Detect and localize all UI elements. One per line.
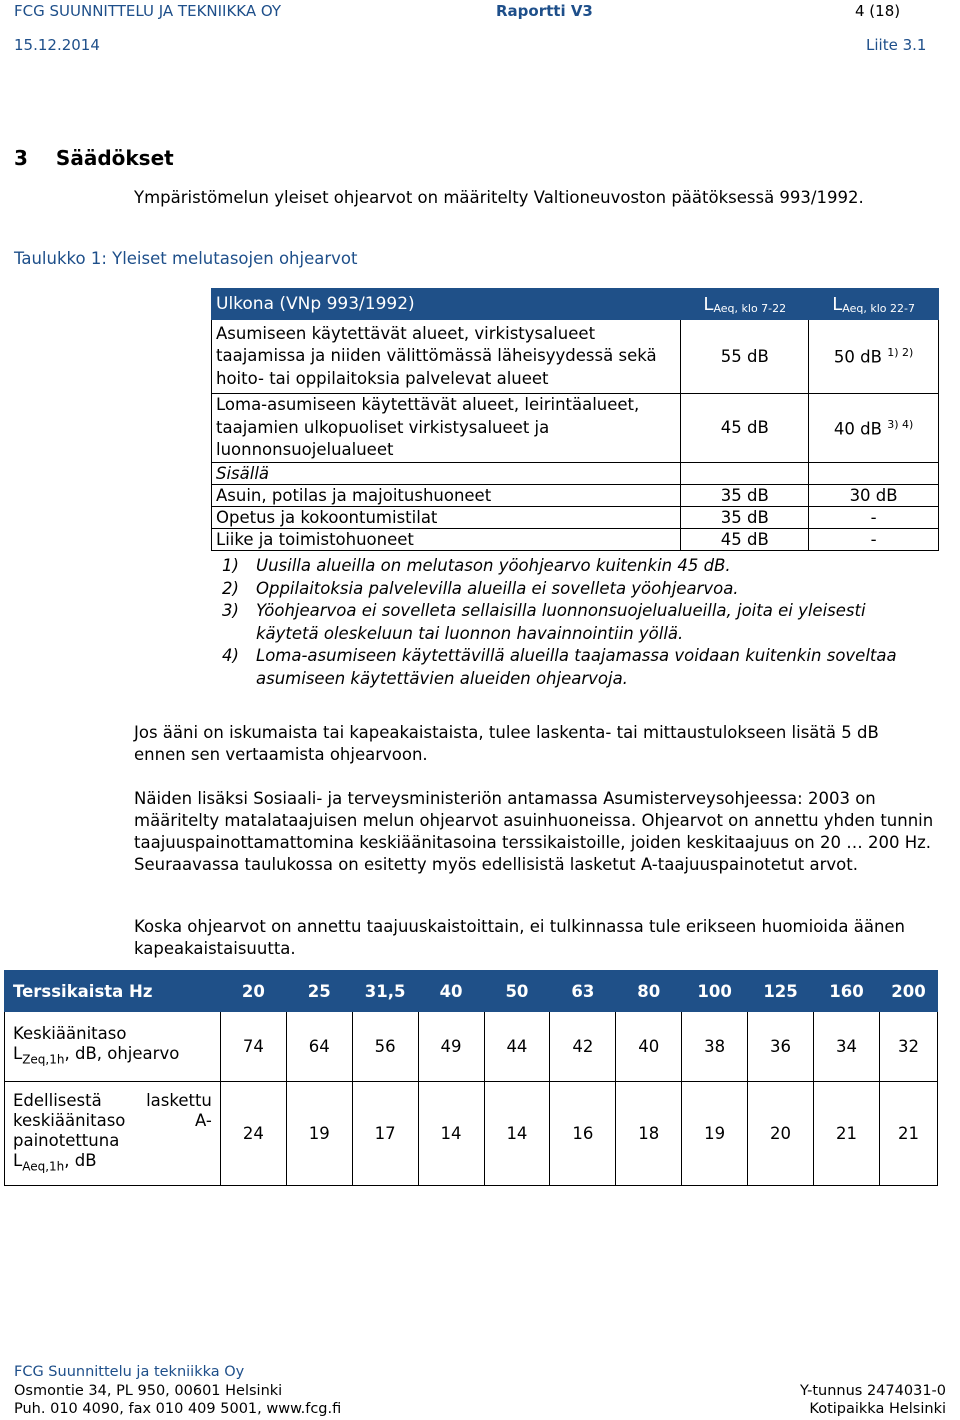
label-word: keskiäänitaso <box>13 1110 126 1130</box>
row-day-value: 45 dB <box>681 528 809 550</box>
band-value: 21 <box>879 1082 937 1186</box>
band-frequency: 50 <box>484 971 550 1012</box>
band-value: 36 <box>748 1012 814 1082</box>
level-rest: , dB <box>64 1150 97 1170</box>
band-frequency: 200 <box>879 971 937 1012</box>
table-row <box>212 394 939 463</box>
footer-business-id: Y-tunnus 2474031-0 <box>799 1383 946 1399</box>
band-value: 38 <box>682 1012 748 1082</box>
table-row <box>212 506 939 528</box>
footer-domicile: Kotipaikka Helsinki <box>809 1401 946 1417</box>
row-label-line: painotettuna <box>13 1130 120 1150</box>
row-label: Liike ja toimistohuoneet <box>212 528 681 550</box>
paragraph-impulsive-noise: Jos ääni on iskumaista tai kapeakaistaista, tulee laskenta- tai mittaustulokseen lisätä 5 dB ennen sen vertaamista ohjearvoon. <box>134 723 879 764</box>
laeq-l: L <box>832 293 843 315</box>
header-company: FCG SUUNNITTELU JA TEKNIIKKA OY <box>14 2 282 20</box>
bands-header-label: Terssikaista Hz <box>5 971 221 1012</box>
band-frequency: 125 <box>748 971 814 1012</box>
level-l: L <box>13 1043 23 1063</box>
night-value-text: 50 dB <box>833 347 882 367</box>
row-label-line <box>13 1044 212 1069</box>
band-frequency: 100 <box>682 971 748 1012</box>
third-octave-table <box>4 970 938 1186</box>
level-l: L <box>13 1150 23 1170</box>
label-word: A- <box>195 1110 212 1130</box>
footer-address: Osmontie 34, PL 950, 00601 Helsinki <box>14 1383 283 1399</box>
level-sub: Zeq,1h <box>22 1052 65 1067</box>
laeq-night-sub: Aeq, klo 22-7 <box>842 301 915 315</box>
footnote <box>222 645 922 690</box>
table-row <box>212 528 939 550</box>
row-day-value: 55 dB <box>681 320 809 394</box>
footnote-number: 4) <box>222 646 239 665</box>
band-frequency: 63 <box>550 971 616 1012</box>
level-sub: Aeq,1h <box>22 1159 65 1174</box>
band-value: 14 <box>418 1082 484 1186</box>
footnote-ref: 3) 4) <box>887 417 914 431</box>
row-label: Opetus ja kokoontumistilat <box>212 506 681 528</box>
row-night-value <box>809 320 939 394</box>
report-date: 15.12.2014 <box>14 36 100 54</box>
band-value: 49 <box>418 1012 484 1082</box>
table1-header-row <box>212 289 939 320</box>
footnote-text: Uusilla alueilla on melutason yöohjearvo kuitenkin 45 dB. <box>256 556 731 575</box>
label-word: Edellisestä <box>13 1090 102 1110</box>
band-value: 18 <box>616 1082 682 1186</box>
paragraph-low-frequency: Näiden lisäksi Sosiaali- ja terveysministeriön antamassa Asumisterveysohjeessa: 2003 on määritelty matalataajuisen melun ohjearvot asuinhuoneissa. Ohjearvot on annettu yhden tunnin taajuuspainottamattomina keskiäänitasoina terssikaistoille, joiden keskitaajuus on 20 … 200 Hz. Seuraavassa taulukossa on esitetty myös edellisistä lasketut A-taajuuspainotetut arvot. <box>134 789 934 874</box>
row-label <box>5 1082 221 1186</box>
row-night-value: 30 dB <box>809 484 939 506</box>
empty-cell <box>681 462 809 484</box>
band-value: 44 <box>484 1012 550 1082</box>
footer-contact: Puh. 010 4090, fax 010 409 5001, www.fcg.fi <box>14 1401 342 1417</box>
band-frequency: 40 <box>418 971 484 1012</box>
band-frequency: 25 <box>286 971 352 1012</box>
footnote-text: Yöohjearvoa ei sovelleta sellaisilla luonnonsuojelualueilla, joita ei yleisesti käytetä oleskeluun tai luonnon havainnointiin yöllä. <box>256 601 866 643</box>
intro-paragraph: Ympäristömelun yleiset ohjearvot on määritelty Valtioneuvoston päätöksessä 993/1992. <box>134 188 864 207</box>
footnote-number: 1) <box>222 556 239 575</box>
footnote-number: 2) <box>222 578 239 598</box>
footnote <box>222 600 922 645</box>
band-value: 34 <box>814 1012 880 1082</box>
band-value: 74 <box>220 1012 286 1082</box>
table1-header-night <box>809 289 939 320</box>
table-row <box>212 484 939 506</box>
footnote-text: Loma-asumiseen käytettävillä alueilla taajamassa voidaan kuitenkin soveltaa asumiseen käytettävien alueiden ohjearvoja. <box>256 646 897 688</box>
table1-header-outdoor: Ulkona (VNp 993/1992) <box>212 289 681 320</box>
bands-header-row <box>5 971 938 1012</box>
section-title: Säädökset <box>55 146 174 170</box>
row-label-line <box>13 1151 212 1176</box>
report-title: Raportti V3 <box>496 2 593 20</box>
footnote-ref: 1) 2) <box>887 346 914 360</box>
appendix-label: Liite 3.1 <box>866 36 927 54</box>
table-row <box>212 320 939 394</box>
table1-header-day <box>681 289 809 320</box>
table1-caption: Taulukko 1: Yleiset melutasojen ohjearvot <box>14 249 358 268</box>
row-label-line: Keskiäänitaso <box>13 1023 127 1043</box>
row-label: Asuin, potilas ja majoitushuoneet <box>212 484 681 506</box>
row-night-value: - <box>809 528 939 550</box>
table1-footnotes <box>222 555 922 690</box>
band-value: 42 <box>550 1012 616 1082</box>
noise-guideline-table <box>211 288 939 551</box>
table-row <box>5 1082 938 1186</box>
band-value: 20 <box>748 1082 814 1186</box>
footnote <box>222 555 922 578</box>
band-value: 56 <box>352 1012 418 1082</box>
band-value: 16 <box>550 1082 616 1186</box>
page-number: 4 (18) <box>855 2 901 20</box>
band-frequency: 80 <box>616 971 682 1012</box>
laeq-day-sub: Aeq, klo 7-22 <box>713 301 787 315</box>
section-number: 3 <box>14 146 28 170</box>
band-value: 19 <box>286 1082 352 1186</box>
row-label-line <box>13 1111 212 1131</box>
footnote <box>222 578 922 601</box>
table-row <box>5 1012 938 1082</box>
level-rest: , dB, ohjearvo <box>64 1043 180 1063</box>
footer-company: FCG Suunnittelu ja tekniikka Oy <box>14 1364 245 1380</box>
band-frequency: 160 <box>814 971 880 1012</box>
table-row <box>212 462 939 484</box>
night-value-text: 40 dB <box>833 419 882 438</box>
label-word: laskettu <box>146 1090 212 1110</box>
band-value: 64 <box>286 1012 352 1082</box>
row-label: Asumiseen käytettävät alueet, virkistysalueet taajamissa ja niiden välittömässä läheisyydessä sekä hoito- tai oppilaitoksia palvelevat alueet <box>212 320 681 394</box>
band-value: 32 <box>879 1012 937 1082</box>
band-value: 14 <box>484 1082 550 1186</box>
band-value: 17 <box>352 1082 418 1186</box>
band-frequency: 31,5 <box>352 971 418 1012</box>
row-night-value: - <box>809 506 939 528</box>
row-day-value: 35 dB <box>681 484 809 506</box>
row-day-value: 45 dB <box>681 394 809 463</box>
row-day-value: 35 dB <box>681 506 809 528</box>
row-label: Loma-asumiseen käytettävät alueet, leirintäalueet, taajamien ulkopuoliset virkistysalueet ja luonnonsuojelualueet <box>212 394 681 463</box>
band-value: 21 <box>814 1082 880 1186</box>
indoor-label: Sisällä <box>212 462 681 484</box>
row-label <box>5 1012 221 1082</box>
band-value: 24 <box>220 1082 286 1186</box>
section-heading <box>14 146 174 170</box>
paragraph-narrowband: Koska ohjearvot on annettu taajuuskaistoittain, ei tulkinnassa tule erikseen huomioida äänen kapeakaistaisuutta. <box>134 917 906 958</box>
footnote-text: Oppilaitoksia palvelevilla alueilla ei sovelleta yöohjearvoa. <box>256 578 739 598</box>
band-value: 40 <box>616 1012 682 1082</box>
band-value: 19 <box>682 1082 748 1186</box>
band-frequency: 20 <box>220 971 286 1012</box>
laeq-l: L <box>703 293 714 315</box>
footnote-number: 3) <box>222 601 239 620</box>
empty-cell <box>809 462 939 484</box>
row-night-value <box>809 394 939 463</box>
row-label-line <box>13 1091 212 1111</box>
